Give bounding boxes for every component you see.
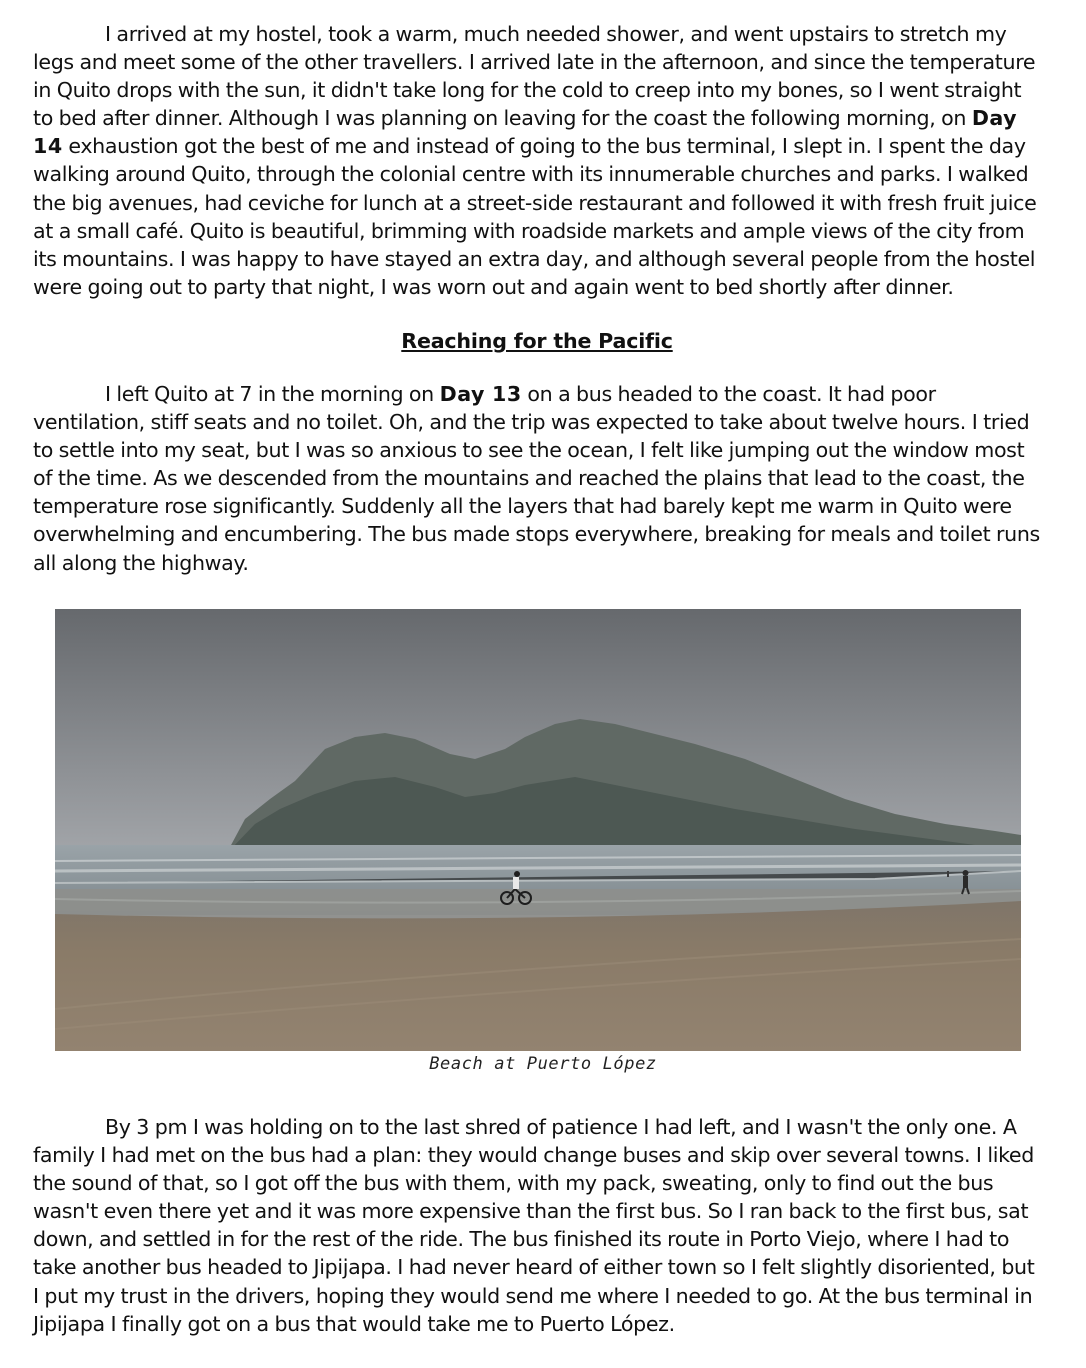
distant-figure <box>947 871 949 877</box>
paragraph-text: on a bus headed to the coast. It had poor ventilation, stiff seats and no toilet. Oh, and the trip was expected to take about twelve hours. I tried to settle into my seat, but I was so anxious to see the ocean, I felt like jumping out the window most of the time. As we descended from the mountains and reached the plains that lead to the coast, the temperature rose significantly. Suddenly all the layers that had barely kept me warm in Quito were overwhelming and encumbering. The bus made stops everywhere, breaking for meals and toilet runs all along the highway. <box>33 381 1040 575</box>
paragraph-day-13 <box>33 380 1041 577</box>
paragraph-text: exhaustion got the best of me and instead of going to the bus terminal, I slept in. I spent the day walking around Quito, through the colonial centre with its innumerable churches and parks. I walked the big avenues, had ceviche for lunch at a street-side restaurant and followed it with fresh fruit juice at a small café. Quito is beautiful, brimming with roadside markets and ample views of the city from its mountains. I was happy to have stayed an extra day, and although several people from the hostel were going out to party that night, I was worn out and again went to bed shortly after dinner. <box>33 134 1037 299</box>
paragraph-bus-ride: By 3 pm I was holding on to the last shred of patience I had left, and I wasn't the only one. A family I had met on the bus had a plan: they would change buses and skip over several towns. I liked the sound of that, so I got off the bus with them, with my pack, sweating, only to find out the bus wasn't even there yet and it was more expensive than the first bus. So I ran back to the first bus, sat down, and settled in for the rest of the ride. The bus finished its route in Porto Viejo, where I had to take another bus headed to Jipijapa. I had never heard of either town so I felt slightly disoriented, but I put my trust in the drivers, hoping they would send me where I needed to go. At the bus terminal in Jipijapa I finally got on a bus that would take me to Puerto López. <box>33 1115 1035 1336</box>
paragraph-day-14 <box>33 20 1041 301</box>
paragraph-text: I arrived at my hostel, took a warm, much needed shower, and went upstairs to stretch my legs and meet some of the other travellers. I arrived late in the afternoon, and since the temperature in Quito drops with the sun, it didn't take long for the cold to creep into my bones, so I went straight to bed after dinner. Although I was planning on leaving for the coast the following morning, on <box>33 22 1036 131</box>
paragraph-text: I left Quito at 7 in the morning on <box>105 381 440 406</box>
beach-photo-illustration <box>55 609 1021 1051</box>
article-body-continued <box>33 1113 1041 1338</box>
day-label: Day 13 <box>439 381 522 406</box>
beach-photo <box>55 609 1021 1051</box>
day-label: Day 14 <box>33 106 1018 159</box>
sand <box>55 901 1021 1051</box>
article-body <box>33 20 1041 577</box>
photo-caption: Beach at Puerto López <box>429 1054 657 1074</box>
section-heading: Reaching for the Pacific <box>401 328 673 353</box>
